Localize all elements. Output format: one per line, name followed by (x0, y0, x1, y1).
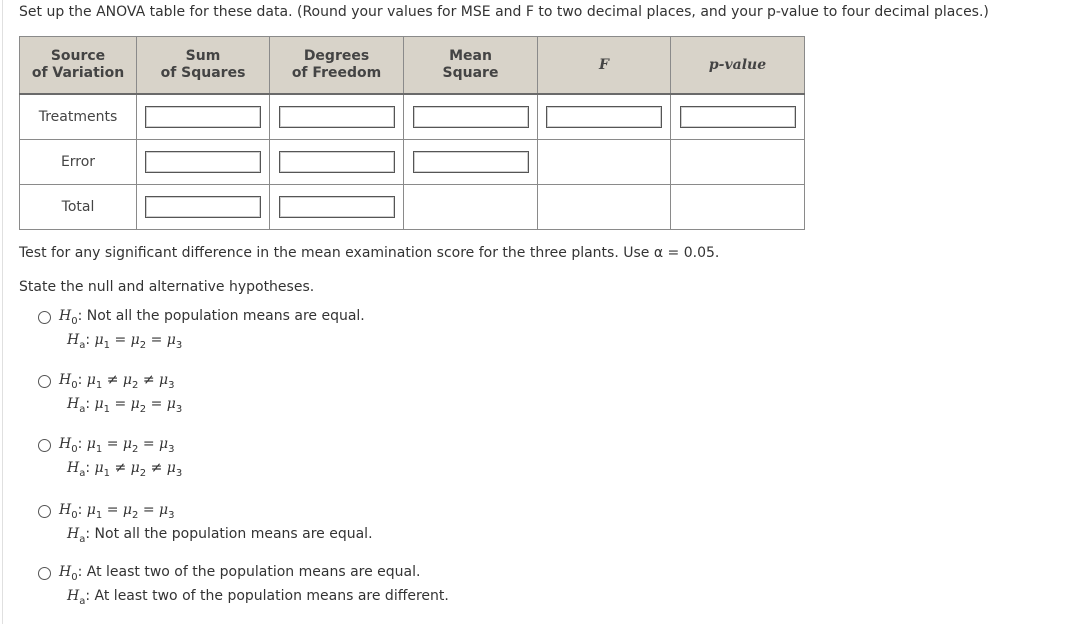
header-mean-square (404, 37, 538, 95)
test-prompt: Test for any significant difference in the mean examination score for the three plants. Use α = 0.05. (19, 245, 720, 261)
hypotheses-prompt: State the null and alternative hypotheses. (19, 279, 315, 295)
option-1-null: $H_0$: Not all the population means are equal. (59, 308, 365, 327)
cell-total-ms-empty (404, 185, 538, 230)
option-2-alt: $H_a$: $\mu_1 = \mu_2 = \mu_3$ (67, 396, 183, 415)
cell-error-p-empty (671, 140, 805, 185)
header-f-label: F (599, 56, 609, 73)
treatments-p-value-input[interactable] (680, 106, 796, 128)
cell-treatments-f (538, 94, 671, 140)
cell-error-df (270, 140, 404, 185)
header-row (20, 37, 805, 95)
radio-button-4[interactable] (38, 505, 51, 518)
treatments-df-input[interactable] (279, 106, 395, 128)
total-df-input[interactable] (279, 196, 395, 218)
option-1-alt: $H_a$: $\mu_1 = \mu_2 = \mu_3$ (67, 332, 183, 351)
row-label-treatments: Treatments (20, 94, 137, 140)
total-ss-input[interactable] (145, 196, 261, 218)
cell-treatments-p (671, 94, 805, 140)
cell-treatments-ss (137, 94, 270, 140)
header-degrees-of-freedom (270, 37, 404, 95)
anova-table (19, 36, 805, 230)
header-p-label: p-value (708, 56, 767, 73)
header-sum-of-squares (137, 37, 270, 95)
header-ss-line2: of Squares (160, 65, 246, 81)
cell-total-ss (137, 185, 270, 230)
error-ss-input[interactable] (145, 151, 261, 173)
header-df-line1: Degrees (303, 48, 370, 64)
header-source (20, 37, 137, 95)
cell-error-ss (137, 140, 270, 185)
cell-total-p-empty (671, 185, 805, 230)
radio-button-3[interactable] (38, 439, 51, 452)
radio-button-5[interactable] (38, 567, 51, 580)
radio-button-2[interactable] (38, 375, 51, 388)
header-ss-line1: Sum (185, 48, 221, 64)
row-label-total: Total (20, 185, 137, 230)
row-label-error: Error (20, 140, 137, 185)
header-p-value (671, 37, 805, 95)
option-2-null: $H_0$: $\mu_1 \ne \mu_2 \ne \mu_3$ (59, 372, 175, 391)
header-ms-line2: Square (442, 65, 499, 81)
option-3-alt: $H_a$: $\mu_1 \ne \mu_2 \ne \mu_3$ (67, 460, 183, 479)
option-5-alt: $H_a$: At least two of the population means are different. (67, 588, 449, 607)
treatments-f-input[interactable] (546, 106, 662, 128)
header-ms-line1: Mean (449, 48, 492, 64)
option-5-null: $H_0$: At least two of the population means are equal. (59, 564, 421, 583)
row-treatments (20, 94, 805, 140)
cell-error-f-empty (538, 140, 671, 185)
radio-button-1[interactable] (38, 311, 51, 324)
left-border (2, 0, 3, 624)
header-f (538, 37, 671, 95)
cell-error-ms (404, 140, 538, 185)
header-source-line1: Source (50, 48, 106, 64)
cell-treatments-df (270, 94, 404, 140)
option-4-null: $H_0$: $\mu_1 = \mu_2 = \mu_3$ (59, 502, 175, 521)
error-df-input[interactable] (279, 151, 395, 173)
row-error (20, 140, 805, 185)
cell-treatments-ms (404, 94, 538, 140)
option-4-alt: $H_a$: Not all the population means are equal. (67, 526, 373, 545)
cell-total-f-empty (538, 185, 671, 230)
row-total (20, 185, 805, 230)
instruction-text: Set up the ANOVA table for these data. (Round your values for MSE and F to two decimal places, and your p-value to four decimal places.) (19, 4, 989, 20)
header-df-line2: of Freedom (291, 65, 382, 81)
error-ms-input[interactable] (413, 151, 529, 173)
option-3-null: $H_0$: $\mu_1 = \mu_2 = \mu_3$ (59, 436, 175, 455)
treatments-ms-input[interactable] (413, 106, 529, 128)
header-source-line2: of Variation (31, 65, 125, 81)
cell-total-df (270, 185, 404, 230)
treatments-ss-input[interactable] (145, 106, 261, 128)
